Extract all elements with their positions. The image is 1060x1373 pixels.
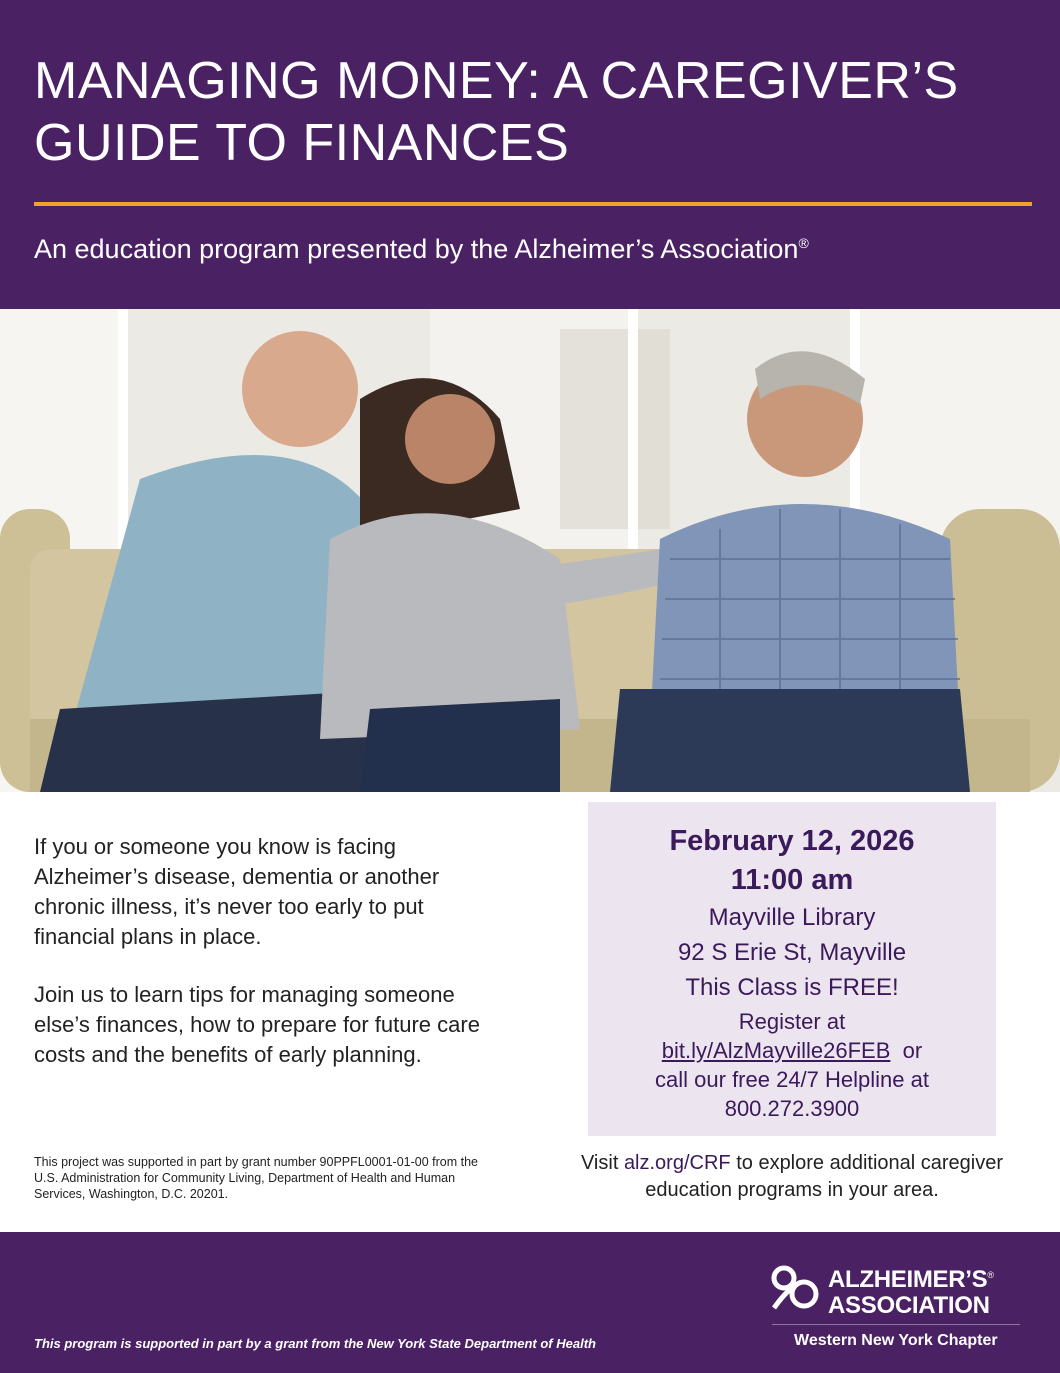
register-or: or bbox=[902, 1038, 923, 1063]
footer-grant-note: This program is supported in part by a grant from the New York State Department of Health bbox=[34, 1336, 596, 1351]
title-line-2: GUIDE TO FINANCES bbox=[34, 114, 570, 172]
helpline-phone: 800.272.3900 bbox=[724, 1096, 860, 1121]
intro-paragraph-1: If you or someone you know is facing Alzheimer’s disease, dementia or another chronic illness, it’s never too early to put financial plans in place. bbox=[34, 834, 440, 949]
chapter-name: Western New York Chapter bbox=[794, 1332, 998, 1349]
alzheimers-association-logo bbox=[770, 1260, 1032, 1320]
subtitle-text: An education program presented by the Alzheimer’s Association bbox=[34, 234, 799, 264]
event-venue: Mayville Library bbox=[708, 904, 876, 931]
family-photo bbox=[0, 309, 1060, 792]
event-date: February 12, 2026 bbox=[669, 825, 915, 857]
logo-wordmark bbox=[828, 1262, 994, 1319]
grant-note: This project was supported in part by grant number 90PPFL0001-01-00 from the U.S. Administration for Community Living, Department of Health and Human Services, Washington, D.C. 20201. bbox=[34, 1155, 478, 1201]
event-address: 92 S Erie St, Mayville bbox=[677, 939, 907, 966]
purple-brain-icon bbox=[770, 1264, 822, 1312]
event-time: 11:00 am bbox=[730, 864, 854, 896]
footer-banner bbox=[0, 1232, 1060, 1373]
visit-prefix: Visit bbox=[580, 1152, 619, 1174]
register-link[interactable]: bit.ly/AlzMayville26FEB bbox=[661, 1038, 891, 1063]
visit-suffix: to explore additional caregiver education programs in your area. bbox=[645, 1152, 1004, 1201]
visit-note bbox=[566, 1150, 1018, 1204]
title-line-1: MANAGING MONEY: A CAREGIVER’S bbox=[34, 52, 959, 110]
helpline-text: call our free 24/7 Helpline at bbox=[655, 1067, 929, 1092]
logo-registered-mark: ® bbox=[987, 1270, 994, 1280]
intro-text bbox=[34, 832, 504, 1098]
logo-divider bbox=[772, 1324, 1020, 1325]
title-divider bbox=[34, 202, 1032, 206]
registration-info bbox=[588, 1007, 996, 1123]
register-prefix: Register at bbox=[738, 1009, 846, 1034]
subtitle bbox=[34, 234, 809, 265]
event-price: This Class is FREE! bbox=[685, 974, 899, 1001]
logo-line-1: ALZHEIMER’S bbox=[828, 1266, 988, 1293]
registered-mark: ® bbox=[798, 235, 809, 251]
page-title bbox=[34, 50, 1034, 174]
intro-paragraph-2: Join us to learn tips for managing someone else’s finances, how to prepare for future care costs and the benefits of early planning. bbox=[34, 982, 480, 1067]
crf-link[interactable]: alz.org/CRF bbox=[623, 1152, 731, 1174]
logo-line-2: ASSOCIATION bbox=[828, 1292, 990, 1319]
header-banner bbox=[0, 0, 1060, 309]
event-details-box bbox=[588, 802, 996, 1136]
